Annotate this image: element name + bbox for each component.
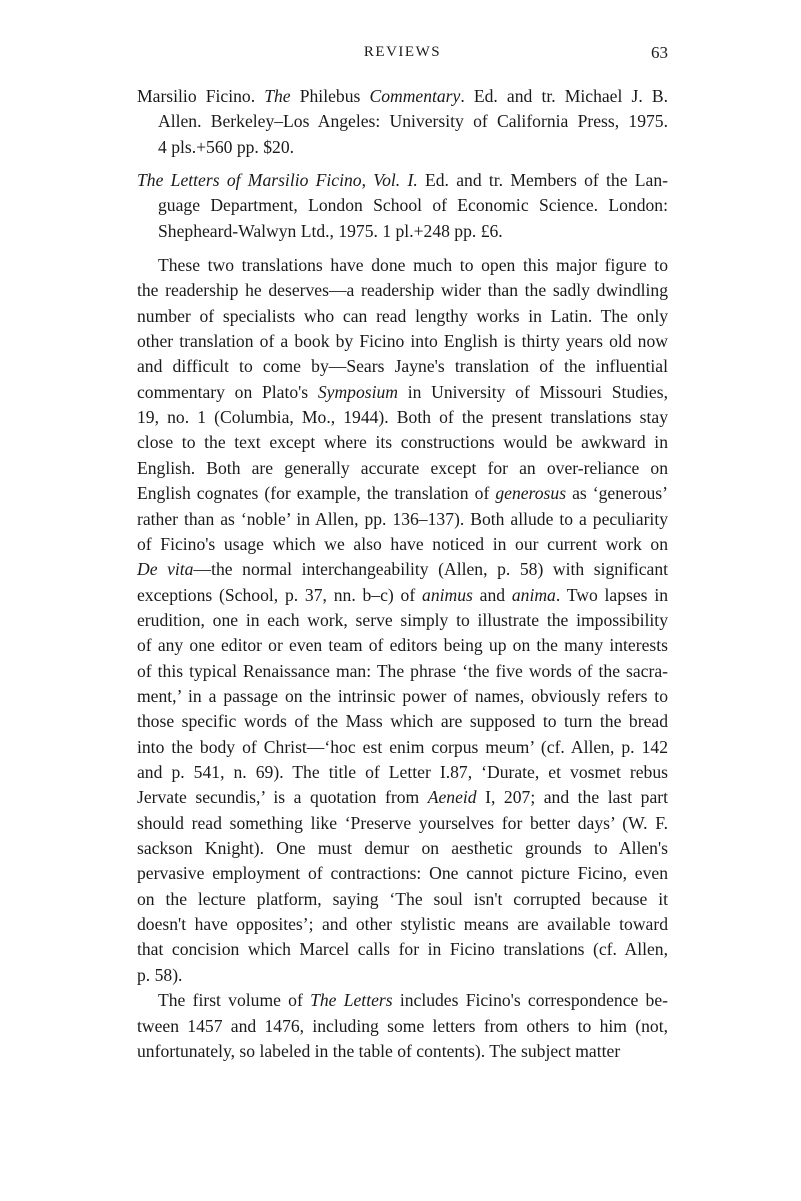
paragraph-line: pervasive employment of contractions: One cannot picture Ficino, even (137, 863, 668, 884)
paragraph-line: unfortunately, so labeled in the table of contents). The subject matter (137, 1040, 621, 1061)
paragraph-line: should read something like ‘Preserve yourselves for better days’ (W. F. (137, 812, 668, 833)
italic-text: The Letters (310, 990, 393, 1011)
paragraph-line: erudition, one in each work, serve simply to illustrate the impossibility (137, 609, 668, 630)
running-title: REVIEWS (363, 44, 442, 60)
paragraph-line: on the lecture platform, saying ‘The soul isn't corrupted because it (137, 888, 668, 909)
paragraph-line: into the body of Christ—‘hoc est enim corpus meum’ (cf. Allen, p. 142 (137, 736, 668, 757)
paragraph-line: of this typical Renaissance man: The phrase ‘the five words of the sacra- (137, 660, 668, 681)
citation-line: The Letters of Marsilio Ficino, Vol. I. Ed. and tr. Members of the Lan- (137, 170, 669, 190)
paragraph-line: Jervate secundis,’ is a quotation from Aeneid I, 207; and the last part (137, 787, 669, 808)
running-header (137, 44, 668, 66)
paragraph-line: English. Both are generally accurate except for an over-reliance on (137, 457, 668, 478)
paragraph-line: and difficult to come by—Sears Jayne's translation of the influential (137, 356, 668, 377)
paragraph-line: tween 1457 and 1476, including some letters from others to him (not, (137, 1015, 668, 1036)
italic-text: anima (511, 584, 556, 605)
paragraph-line: sackson Knight). One must demur on aesthetic grounds to Allen's (137, 838, 668, 859)
paragraph-line: the readership he deserves—a readership wider than the sadly dwindling (137, 280, 668, 301)
paragraph-line: that concision which Marcel calls for in Ficino translations (cf. Allen, (137, 939, 668, 960)
paragraph-line: number of specialists who can read lengthy works in Latin. The only (137, 305, 668, 326)
paragraph-line: doesn't have opposites’; and other stylistic means are available toward (137, 914, 668, 935)
italic-text: Symposium (317, 381, 399, 402)
paragraph-line: other translation of a book by Ficino into English is thirty years old now (137, 331, 668, 352)
italic-text: Vol. I. (373, 170, 418, 190)
paragraph-line: exceptions (School, p. 37, nn. b–c) of animus and anima. Two lapses in (137, 584, 669, 605)
citation-line: Marsilio Ficino. The Philebus Commentary. Ed. and tr. Michael J. B. (137, 86, 668, 106)
italic-text: The (264, 86, 291, 106)
paragraph-line: of any one editor or even team of editors being up on the many interests (137, 635, 668, 656)
paragraph-line: rather than as ‘noble’ in Allen, pp. 136–137). Both allude to a peculiarity (137, 508, 668, 529)
paragraph-line: De vita—the normal interchangeability (Allen, p. 58) with significant (137, 559, 669, 580)
paragraph-line: commentary on Plato's Symposium in University of Missouri Studies, (137, 381, 668, 402)
citation-line: Shepheard-Walwyn Ltd., 1975. 1 pl.+248 pp. £6. (158, 220, 503, 241)
paragraph-line: These two translations have done much to open this major figure to (158, 255, 668, 275)
paragraph-line: of Ficino's usage which we also have noticed in our current work on (137, 533, 668, 554)
citation-line: guage Department, London School of Economic Science. London: (158, 195, 668, 216)
paragraph-line: English cognates (for example, the translation of generosus as ‘generous’ (137, 483, 668, 504)
page-number: 63 (651, 43, 668, 62)
citation-line: Allen. Berkeley–Los Angeles: University of California Press, 1975. (158, 111, 668, 132)
paragraph-line: and p. 541, n. 69). The title of Letter I.87, ‘Durate, et vosmet rebus (137, 762, 668, 782)
italic-text: generosus (495, 483, 567, 504)
paragraph-line: p. 58). (137, 964, 183, 985)
italic-text: Aeneid (427, 787, 477, 808)
italic-text: De vita (137, 559, 194, 580)
paragraph-line: those specific words of the Mass which are supposed to turn the bread (137, 711, 668, 732)
paragraph-line: 19, no. 1 (Columbia, Mo., 1944). Both of the present translations stay (137, 407, 668, 428)
italic-text: Commentary (369, 86, 461, 106)
citation-line: 4 pls.+560 pp. $20. (158, 136, 295, 157)
italic-text: The Letters of Marsilio Ficino (137, 170, 362, 190)
paragraph-line: close to the text except where its constructions would be awkward in (137, 432, 668, 453)
paragraph-line: The first volume of The Letters includes Ficino's correspondence be- (158, 990, 669, 1011)
italic-text: animus (422, 584, 473, 605)
paragraph-line: ment,’ in a passage on the intrinsic power of names, obviously refers to (137, 685, 668, 706)
